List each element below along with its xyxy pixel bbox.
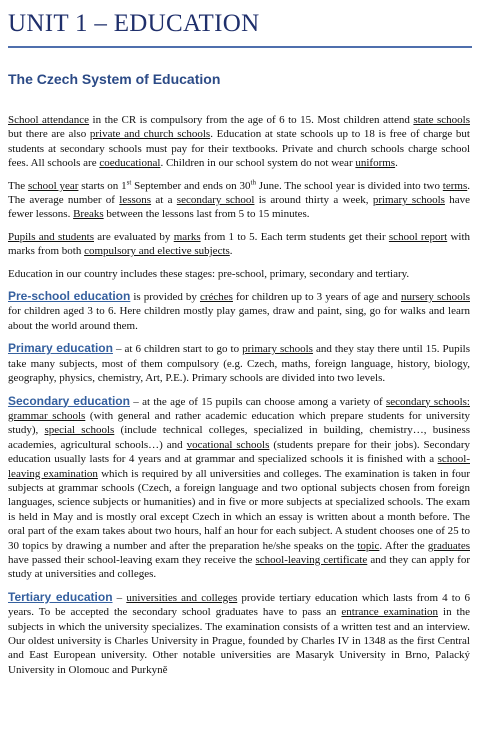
term: Pupils and students: [8, 230, 95, 243]
text: for children up to 3 years of age and: [232, 291, 401, 304]
term: school-leaving certificate: [255, 553, 368, 566]
text: starts on 1: [78, 179, 127, 192]
term: universities and colleges: [126, 591, 238, 604]
paragraph-tertiary: [8, 590, 470, 677]
text: Education in our country includes these stages: pre-school, primary, secondary and tertiary.: [8, 267, 410, 280]
paragraph-school-attendance: [8, 113, 470, 171]
text: from 1 to 5. Each term students get their: [200, 230, 389, 243]
term: secondary school: [176, 194, 255, 207]
text: and they stay there until 15. Pupils take many subjects, most of them compulsory (e.g. Czech, maths, foreign language, history, biology, geography, physics, chemistry, Art, P.E.). Primary schools are divided into two levels.: [8, 343, 471, 385]
term: primary schools: [372, 194, 445, 207]
section-heading: Primary education: [8, 341, 113, 356]
paragraph-primary: [8, 341, 470, 385]
text: .: [229, 245, 233, 258]
paragraph-school-year: [8, 179, 470, 222]
term: school report: [388, 230, 448, 243]
term: primary schools: [242, 343, 313, 356]
text: have fewer lessons.: [8, 194, 471, 221]
section-heading: Secondary education: [8, 393, 130, 408]
superscript: st: [126, 177, 132, 186]
text: in the subjects in which the university specializes. The examination consists of a written test and an interview. Our oldest university is Charles University in Prague, founded by Charles IV in 1348 as the first Central and East European university. Other notable universities are Masaryk University in Brno, Palacký University in Olomouc and Purkyně: [8, 606, 470, 676]
text: (with general and rather academic education which prepare students for university study),: [8, 409, 471, 437]
text: . After the: [379, 539, 428, 552]
text: are evaluated by: [94, 230, 174, 243]
term: coeducational: [99, 157, 161, 170]
term: Breaks: [73, 208, 104, 221]
term: special schools: [44, 424, 115, 437]
text: The: [8, 179, 28, 192]
paragraph-pre-school: [8, 289, 470, 333]
term: school-leaving examination: [8, 453, 470, 480]
text: June. The school year is divided into two: [255, 179, 443, 192]
term: compulsory and elective subjects: [84, 245, 230, 258]
text: and they can apply for study at universities and colleges.: [8, 553, 470, 581]
term: topic: [357, 539, 380, 552]
text: – at 6 children start to go to: [112, 343, 243, 356]
term: entrance examination: [341, 606, 439, 619]
text: is provided by: [130, 291, 200, 304]
term: School attendance: [8, 114, 90, 126]
paragraph-stages: [8, 267, 470, 281]
text: (students prepare for their jobs). Secondary education usually lasts for 4 years and at grammar and specialized schools it is finished with a: [8, 438, 470, 466]
term: nursery schools: [400, 291, 470, 304]
text: .: [395, 157, 398, 170]
term: lessons: [119, 194, 152, 207]
term: state schools: [413, 114, 470, 126]
text: . Education at state schools up to 18 is free of charge but students at secondary schools must pay for their textbooks. Private and church schools charge school fees. All schools are: [8, 128, 470, 170]
paragraph-marks: [8, 230, 470, 259]
text: (include technical colleges, specialized in building, chemistry…, business academies, agricultural schools…) and: [8, 424, 471, 451]
unit-title: UNIT 1 – EDUCATION: [8, 4, 472, 48]
text: but there are also: [8, 128, 90, 141]
section-title: The Czech System of Education: [8, 71, 221, 87]
text: –: [112, 591, 127, 604]
text: have passed their school-leaving exam they receive the: [8, 553, 256, 566]
section-heading: Pre-school education: [8, 289, 131, 304]
term: secondary schools: grammar schools: [8, 395, 470, 422]
text: September and ends on 30: [131, 179, 251, 192]
superscript: th: [250, 177, 256, 186]
text: with marks from both: [8, 230, 471, 258]
text: provide tertiary education which lasts from 4 to 6 years. To be accepted the secondary school graduates have to pass an: [8, 591, 470, 619]
term: private and church schools: [89, 128, 211, 141]
term: vocational schools: [186, 438, 270, 451]
term: school year: [27, 179, 79, 192]
term: terms: [442, 179, 468, 192]
text: between the lessons last from 5 to 15 minutes.: [103, 208, 310, 221]
text: is around thirty a week,: [254, 194, 373, 207]
text: in the CR is compulsory from the age of 6 to 15. Most children attend: [89, 114, 414, 126]
text: . Children in our school system do not wear: [160, 157, 356, 170]
document-body: [8, 113, 470, 685]
text: at a: [151, 194, 177, 207]
text: – at the age of 15 pupils can choose among a variety of: [129, 395, 387, 408]
term: uniforms: [355, 157, 396, 170]
text: for children aged 3 to 6. Here children mostly play games, draw and paint, sing, go for walks and learn about the world around them.: [8, 305, 470, 332]
text: which is required by all universities and colleges. The examination is taken in four subjects at grammar schools (Czech, a foreign language and two optional subjects chosen from foreign languages, science subjects or humanities) and in five or more subjects at specialized schools. The exam is held in May and is mostly oral except Czech in which an essay is written about a month before. The oral part of the exam takes about two hours, half an hour for each subject. A student chooses one of 25 to 30 topics by drawing a number and after the preparation he/she speaks on the: [8, 467, 471, 552]
term: graduates: [427, 539, 470, 552]
paragraph-secondary: [8, 394, 470, 582]
section-heading: Tertiary education: [8, 589, 113, 604]
text: . The average number of: [8, 179, 470, 207]
term: créches: [199, 291, 233, 304]
term: marks: [173, 230, 201, 243]
